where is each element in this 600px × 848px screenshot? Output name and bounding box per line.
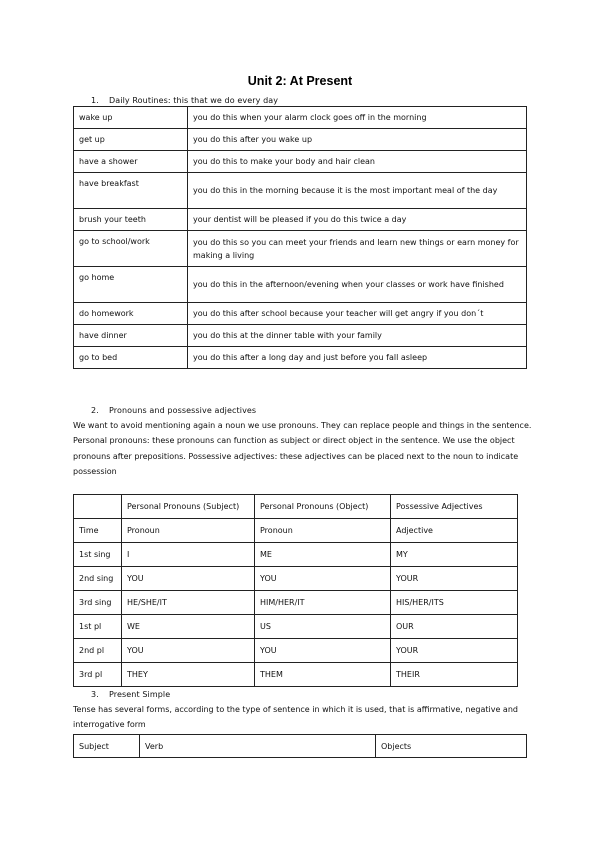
column-header: Personal Pronouns (Object) (255, 495, 391, 519)
routine-term: go to bed (74, 347, 188, 369)
routine-term: have a shower (74, 151, 188, 173)
cell: 1st pl (74, 615, 122, 639)
routine-definition: you do this in the morning because it is the most important meal of the day (188, 173, 527, 209)
table-row (74, 129, 527, 151)
table-row (74, 591, 518, 615)
routine-definition: your dentist will be pleased if you do this twice a day (188, 209, 527, 231)
daily-routines-table (73, 106, 527, 369)
table-row (74, 663, 518, 687)
routine-term: do homework (74, 303, 188, 325)
routine-term: go home (74, 267, 188, 303)
cell: OUR (391, 615, 518, 639)
page-title: Unit 2: At Present (247, 74, 353, 88)
section-3-heading (91, 690, 170, 699)
present-simple-table (73, 734, 527, 758)
table-row (74, 567, 518, 591)
section-number: 3. (91, 690, 99, 699)
cell: 2nd sing (74, 567, 122, 591)
cell: HIM/HER/IT (255, 591, 391, 615)
routine-term: get up (74, 129, 188, 151)
routine-term: have dinner (74, 325, 188, 347)
cell: THEY (122, 663, 255, 687)
cell: YOU (122, 567, 255, 591)
table-row (74, 173, 527, 209)
cell: 1st sing (74, 543, 122, 567)
cell: YOU (255, 567, 391, 591)
section-1-heading (91, 96, 278, 105)
routine-term: wake up (74, 107, 188, 129)
cell: THEIR (391, 663, 518, 687)
section-number: 1. (91, 96, 99, 105)
routine-definition: you do this after school because your teacher will get angry if you don´t (188, 303, 527, 325)
cell: MY (391, 543, 518, 567)
section-2-heading (91, 406, 256, 415)
present-simple-paragraph: Tense has several forms, according to the type of sentence in which it is used, that is affirmative, negative and interrogative form (73, 705, 518, 730)
column-header: Verb (140, 735, 376, 758)
cell: Pronoun (122, 519, 255, 543)
table-row (74, 325, 527, 347)
column-header: Subject (74, 735, 140, 758)
cell: THEM (255, 663, 391, 687)
cell: Adjective (391, 519, 518, 543)
table-row (74, 519, 518, 543)
routine-definition: you do this at the dinner table with your family (188, 325, 527, 347)
cell: WE (122, 615, 255, 639)
pronouns-table (73, 494, 518, 687)
table-row (74, 543, 518, 567)
table-row (74, 151, 527, 173)
table-row (74, 303, 527, 325)
column-header: Objects (376, 735, 527, 758)
column-header: Possessive Adjectives (391, 495, 518, 519)
column-header: Personal Pronouns (Subject) (122, 495, 255, 519)
table-row (74, 267, 527, 303)
table-header-row (74, 495, 518, 519)
table-row (74, 639, 518, 663)
cell: HE/SHE/IT (122, 591, 255, 615)
cell: 3rd pl (74, 663, 122, 687)
routine-definition: you do this after you wake up (188, 129, 527, 151)
routine-term: brush your teeth (74, 209, 188, 231)
cell: I (122, 543, 255, 567)
cell: YOU (255, 639, 391, 663)
section-number: 2. (91, 406, 99, 415)
section-title: Pronouns and possessive adjectives (109, 406, 257, 415)
cell: Pronoun (255, 519, 391, 543)
column-header (74, 495, 122, 519)
cell: US (255, 615, 391, 639)
table-row (74, 231, 527, 267)
table-row (74, 347, 527, 369)
cell: 3rd sing (74, 591, 122, 615)
cell: ME (255, 543, 391, 567)
section-title: Daily Routines: this that we do every day (109, 96, 279, 105)
routine-term: go to school/work (74, 231, 188, 267)
cell: YOUR (391, 567, 518, 591)
cell: YOUR (391, 639, 518, 663)
routine-definition: you do this so you can meet your friends and learn new things or earn money for making a living (188, 231, 527, 267)
routine-definition: you do this to make your body and hair clean (188, 151, 527, 173)
routine-definition: you do this in the afternoon/evening when your classes or work have finished (188, 267, 527, 303)
routine-definition: you do this after a long day and just before you fall asleep (188, 347, 527, 369)
section-title: Present Simple (109, 690, 171, 699)
routine-term: have breakfast (74, 173, 188, 209)
table-row (74, 107, 527, 129)
pronouns-paragraph: We want to avoid mentioning again a noun we use pronouns. They can replace people and things in the sentence. Personal pronouns: these pronouns can function as subject or direct object in the sentence. We use the object pronouns after prepositions. Possessive adjectives: these adjectives can be placed next to the noun to indicate possession (73, 421, 532, 476)
routine-definition: you do this when your alarm clock goes off in the morning (188, 107, 527, 129)
table-row (74, 209, 527, 231)
table-header-row (74, 735, 527, 758)
cell: YOU (122, 639, 255, 663)
cell: Time (74, 519, 122, 543)
table-row (74, 615, 518, 639)
cell: 2nd pl (74, 639, 122, 663)
cell: HIS/HER/ITS (391, 591, 518, 615)
